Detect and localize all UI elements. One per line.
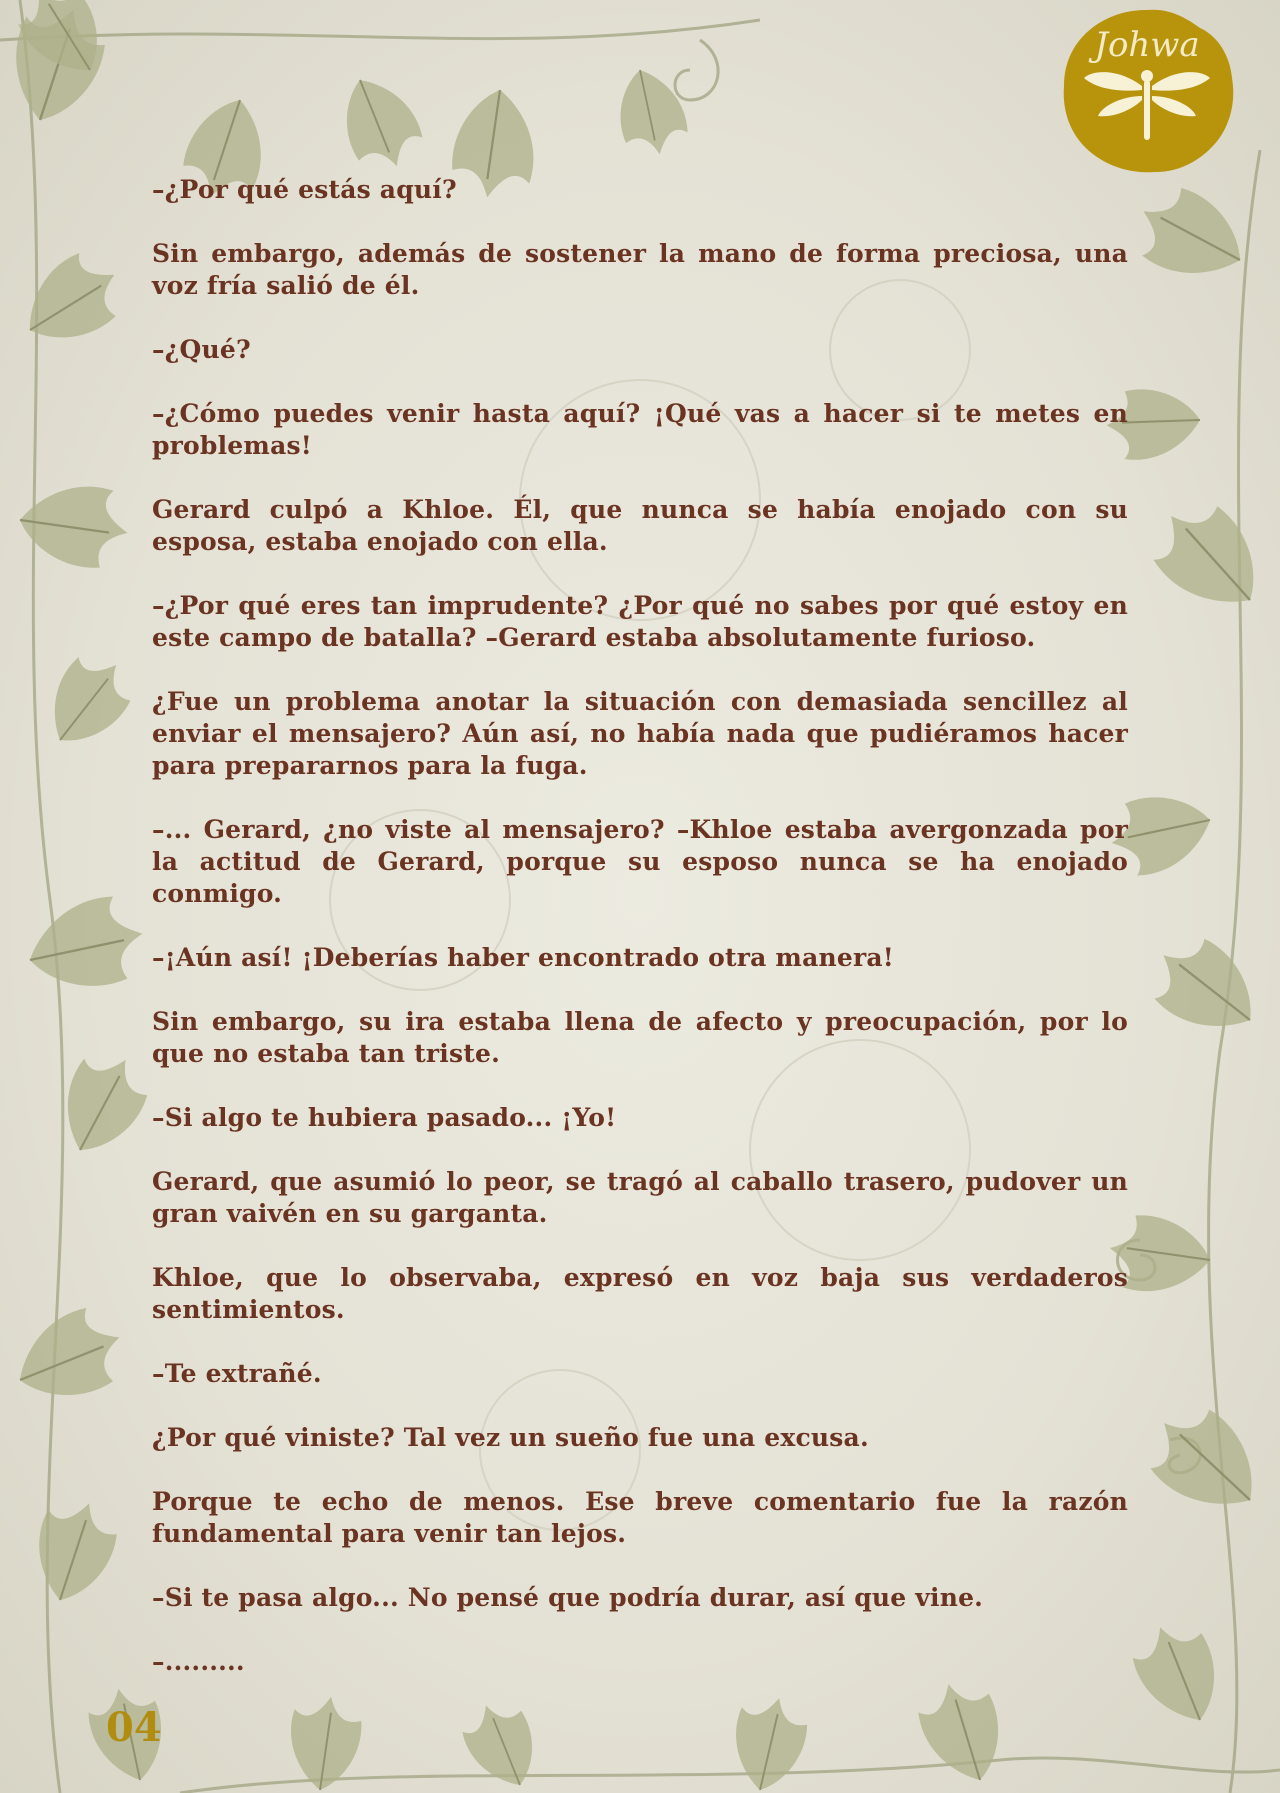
paragraph: –¿Cómo puedes venir hasta aquí? ¡Qué vas a hacer si te metes en problemas! [152, 399, 1128, 460]
paragraph: –... Gerard, ¿no viste al mensajero? –Khloe estaba avergonzada por la actitud de Gerard, porque su esposo nunca se ha enojado conmigo. [152, 815, 1128, 908]
paragraph: Sin embargo, su ira estaba llena de afecto y preocupación, por lo que no estaba tan triste. [152, 1007, 1128, 1068]
logo-text: Johwa [1094, 25, 1200, 65]
page-number: 04 [106, 1704, 162, 1751]
johwa-logo [1058, 6, 1236, 176]
paragraph: –¿Por qué estás aquí? [152, 175, 457, 204]
paragraph: Gerard, que asumió lo peor, se tragó al caballo trasero, pudover un gran vaivén en su garganta. [152, 1167, 1128, 1228]
paragraph: –......... [152, 1647, 245, 1676]
paragraph: –Te extrañé. [152, 1359, 322, 1388]
paragraph: –¿Qué? [152, 335, 251, 364]
paragraph: –¡Aún así! ¡Deberías haber encontrado otra manera! [152, 943, 894, 972]
paragraph: –Si te pasa algo... No pensé que podría durar, así que vine. [152, 1583, 984, 1612]
paragraph: –Si algo te hubiera pasado... ¡Yo! [152, 1103, 617, 1132]
paragraph: Sin embargo, además de sostener la mano de forma preciosa, una voz fría salió de él. [152, 239, 1128, 300]
paragraph: –¿Por qué eres tan imprudente? ¿Por qué no sabes por qué estoy en este campo de batalla? –Gerard estaba absolutamente furioso. [152, 591, 1128, 652]
story-text [152, 174, 1128, 1710]
paragraph: Khloe, que lo observaba, expresó en voz baja sus verdaderos sentimientos. [152, 1263, 1128, 1324]
paragraph: Gerard culpó a Khloe. Él, que nunca se había enojado con su esposa, estaba enojado con ella. [152, 495, 1128, 556]
paragraph: Porque te echo de menos. Ese breve comentario fue la razón fundamental para venir tan lejos. [152, 1487, 1128, 1548]
paragraph: ¿Por qué viniste? Tal vez un sueño fue una excusa. [152, 1423, 869, 1452]
paragraph: ¿Fue un problema anotar la situación con demasiada sencillez al enviar el mensajero? Aún así, no había nada que pudiéramos hacer para prepararnos para la fuga. [152, 687, 1128, 780]
